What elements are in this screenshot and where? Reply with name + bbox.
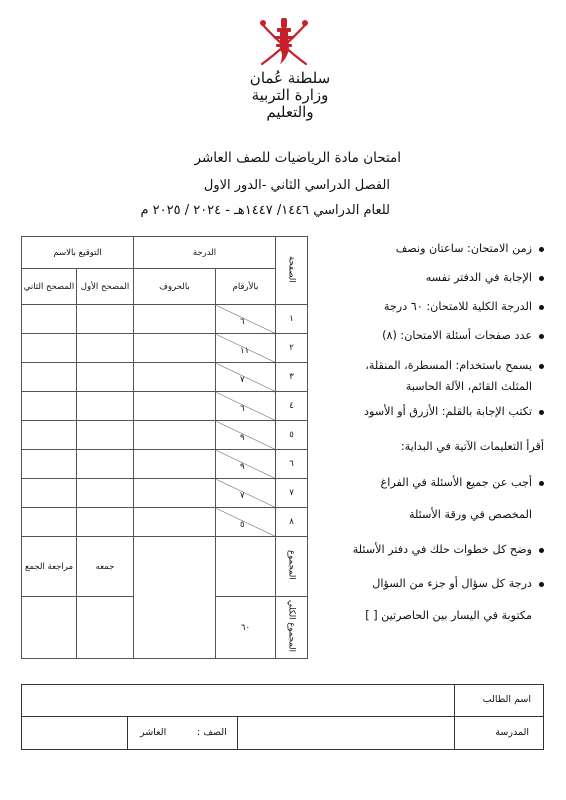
page-number: ١ [276,305,308,334]
instruction-continuation: مكتوبة في اليسار بين الحاصرتين [ ] [365,609,532,622]
class-label: الصف : [197,727,227,738]
instruction-item: تكتب الإجابة بالقلم: الأزرق أو الأسود [364,405,544,418]
instruction-item: وضح كل خطوات حلك في دفتر الأسئلة [353,543,544,556]
bullet-icon [539,305,544,310]
page-number: ٥ [276,421,308,450]
exam-title: امتحان مادة الرياضيات للصف العاشر [194,150,401,166]
student-name-label: اسم الطالب [482,694,531,705]
oman-emblem-icon [256,14,312,72]
school-label: المدرسة [495,727,529,738]
bullet-icon [539,364,544,369]
bullet-icon [539,481,544,486]
school-field[interactable] [237,717,454,750]
collector-cell: جمعه [77,537,134,597]
instruction-item: أجب عن جميع الأسئلة في الفراغ [381,476,544,489]
grade-header: الدرجة [134,237,276,269]
ministry-line-1: سلطنة عُمان [249,69,331,87]
instruction-item: الإجابة في الدفتر نفسه [426,271,544,284]
grand-total-label: المجموع الكلي [276,597,308,659]
page-number: ٨ [276,508,308,537]
letters-header: بالحروف [134,269,216,305]
exam-year: للعام الدراسي ١٤٤٦/ ١٤٤٧هـ - ٢٠٢٤ / ٢٠٢٥ م [140,203,390,218]
instructions-heading: أقرأ التعليمات الآتية في البداية: [400,440,544,453]
table-row [22,421,308,450]
marks-cell: ٦ [216,305,276,334]
numbers-header: بالأرقام [216,269,276,305]
marks-cell: ٥ [216,508,276,537]
instruction-item: درجة كل سؤال أو جزء من السؤال [372,577,544,590]
instruction-continuation: المثلث القائم، الآلة الحاسبة [405,380,532,393]
bullet-icon [539,276,544,281]
page-number: ٢ [276,334,308,363]
table-row [22,305,308,334]
exam-semester: الفصل الدراسي الثاني -الدور الاول [203,178,390,193]
bullet-icon [539,410,544,415]
table-row [22,450,308,479]
marks-cell: ١١ [216,334,276,363]
page-number: ٦ [276,450,308,479]
reviewer-cell: مراجعة الجمع [22,537,77,597]
table-row [22,334,308,363]
table-row [22,508,308,537]
table-row-total [22,537,308,597]
page-number: ٧ [276,479,308,508]
page-header: الصفحة [276,237,308,305]
marks-cell: ٩ [216,450,276,479]
grand-total-value: ٦٠ [216,597,276,659]
bullet-icon [539,582,544,587]
page-number: ٣ [276,363,308,392]
total-label: المجموع [276,537,308,597]
marks-cell: ٧ [216,363,276,392]
class-value: العاشر [140,727,167,738]
marks-cell: ٦ [216,392,276,421]
instruction-item: عدد صفحات أسئلة الامتحان: (٨) [382,329,544,342]
table-row [22,479,308,508]
table-row [22,363,308,392]
student-info-box [21,684,544,750]
bullet-icon [539,334,544,339]
instruction-item: زمن الامتحان: ساعتان ونصف [396,242,544,255]
score-table [21,236,308,659]
student-name-field[interactable] [22,685,454,717]
table-row [22,392,308,421]
instruction-item: يسمح باستخدام: المسطرة، المنقلة، [365,359,544,372]
ministry-name [240,70,340,121]
page-number: ٤ [276,392,308,421]
marks-cell: ٩ [216,421,276,450]
ministry-line-2: وزارة التربية والتعليم [251,86,329,121]
signature-header: التوقيع بالاسم [22,237,134,269]
corrector-1-header: المصحح الأول [77,269,134,305]
corrector-2-header: المصحح الثاني [22,269,77,305]
instruction-continuation: المخصص في ورقة الأسئلة [408,508,532,521]
bullet-icon [539,247,544,252]
instruction-item: الدرجة الكلية للامتحان: ٦٠ درجة [384,300,544,313]
bullet-icon [539,548,544,553]
marks-cell: ٧ [216,479,276,508]
